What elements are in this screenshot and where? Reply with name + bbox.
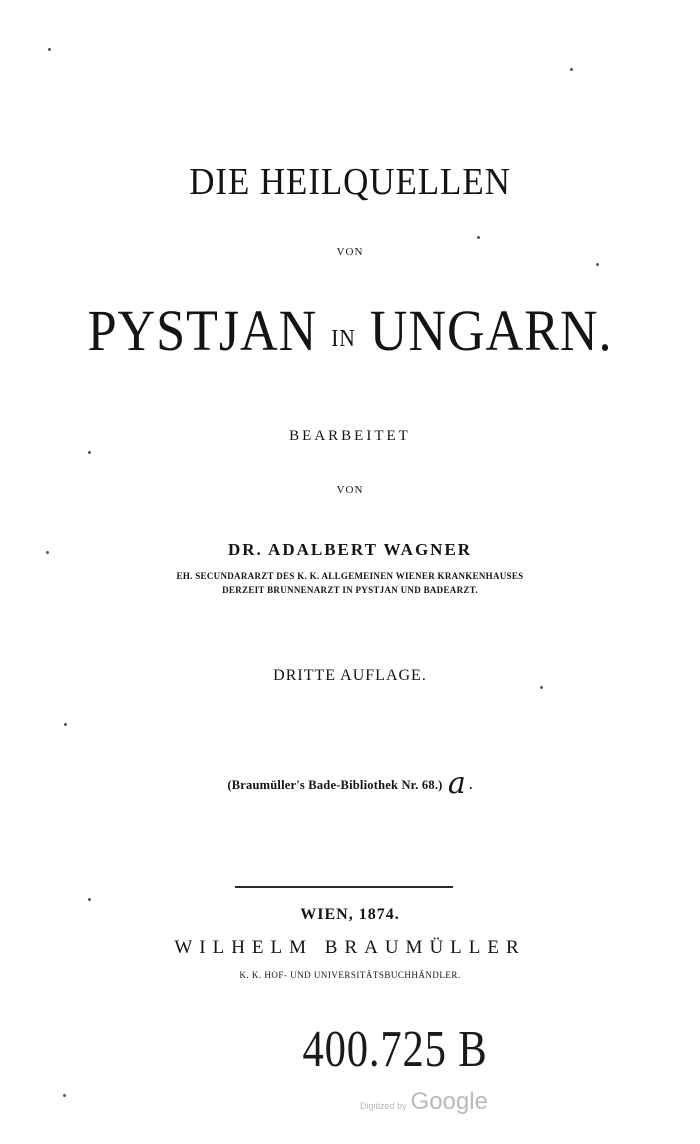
scan-speck — [540, 686, 543, 689]
handwritten-mark: a — [447, 766, 466, 801]
von-label-1: VON — [336, 246, 364, 258]
author-affiliation-1: EH. SECUNDARARZT DES K. K. ALLGEMEINEN WIENER KRANKENHAUSES — [176, 571, 524, 581]
scan-speck — [88, 451, 91, 454]
edition-label: DRITTE AUFLAGE. — [273, 667, 427, 684]
imprint-publisher: WILHELM BRAUMÜLLER — [174, 937, 526, 958]
main-title-place: PYSTJAN — [87, 298, 318, 363]
divider-rule — [235, 886, 453, 888]
watermark-prefix: Digitized by — [360, 1101, 407, 1111]
von-label-2: VON — [336, 484, 364, 496]
scan-speck — [477, 236, 480, 239]
scan-speck — [46, 551, 49, 554]
bearbeitet-label: BEARBEITET — [289, 428, 411, 444]
handwritten-dot: . — [469, 778, 473, 792]
library-call-number-stamp: 400.725 B — [302, 1021, 488, 1078]
series-text: (Braumüller's Bade-Bibliothek Nr. 68.) — [227, 778, 443, 792]
main-title-country: UNGARN. — [369, 298, 613, 363]
main-title — [35, 297, 665, 364]
scan-speck — [596, 263, 599, 266]
author-affiliation-2: DERZEIT BRUNNENARZT IN PYSTJAN UND BADEARZT. — [222, 585, 478, 595]
title-line-1: DIE HEILQUELLEN — [189, 161, 511, 203]
scan-speck — [63, 1094, 66, 1097]
imprint-publisher-title: K. K. HOF- UND UNIVERSITÄTSBUCHHÄNDLER. — [239, 970, 461, 980]
digitization-watermark — [360, 1088, 520, 1116]
main-title-in: IN — [331, 326, 356, 352]
author-name: DR. ADALBERT WAGNER — [227, 540, 473, 559]
series-note — [0, 766, 700, 801]
watermark-brand: Google — [410, 1088, 488, 1115]
imprint-place-year: WIEN, 1874. — [300, 906, 400, 923]
scan-speck — [48, 48, 51, 51]
scan-speck — [570, 68, 573, 71]
scan-speck — [64, 723, 67, 726]
scan-speck — [88, 898, 91, 901]
